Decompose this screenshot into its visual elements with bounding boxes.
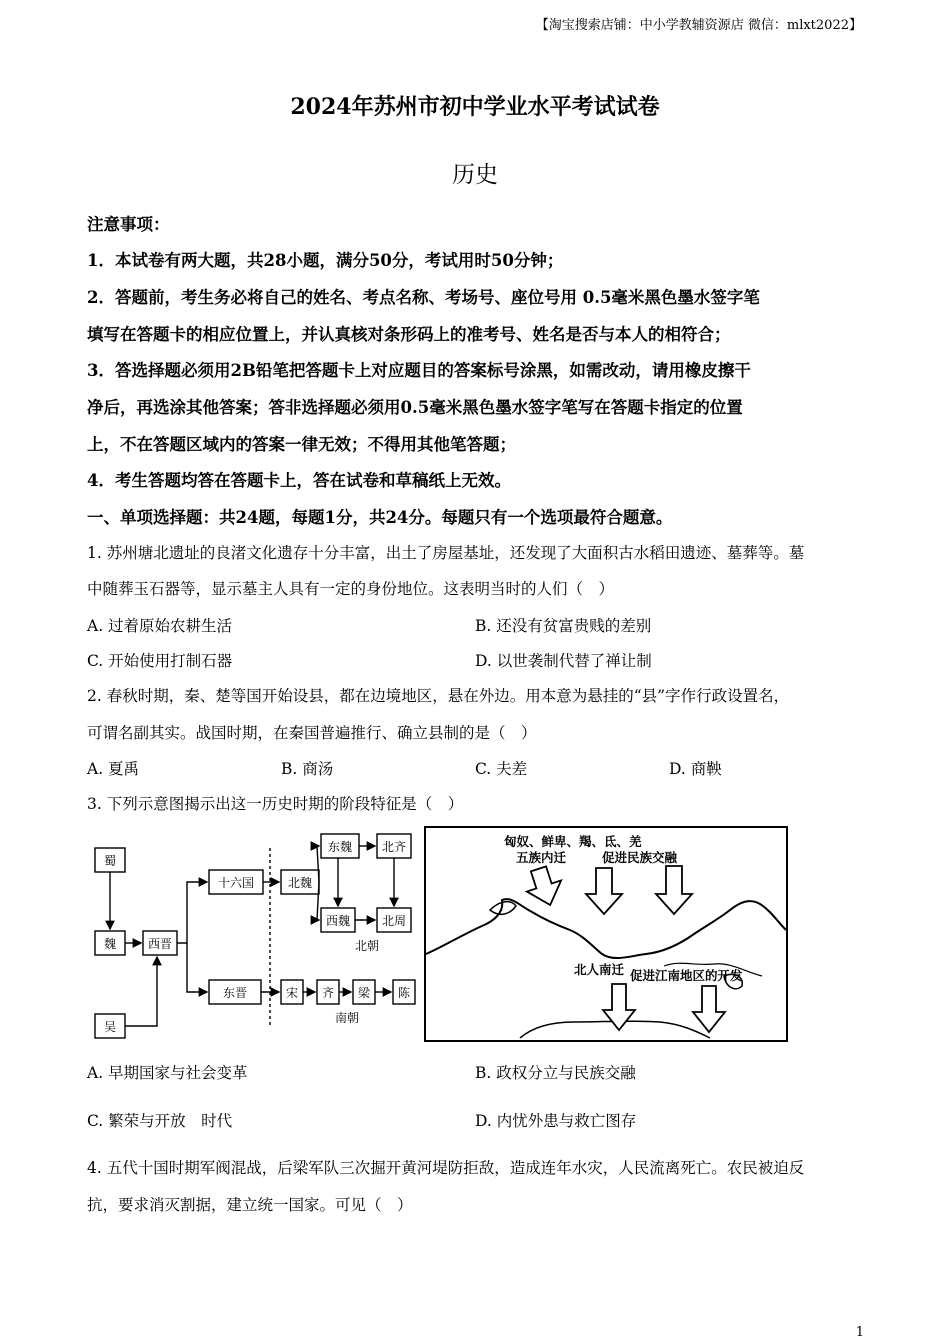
q3-option-b: B. 政权分立与民族交融 <box>475 1064 636 1082</box>
q3-option-c: C. 繁荣与开放 时代 <box>87 1112 233 1130</box>
map-label-tribes: 匈奴、鲜卑、羯、氐、羌 <box>504 834 642 849</box>
label-beichao: 北朝 <box>354 939 380 953</box>
q3-option-a: A. 早期国家与社会变革 <box>87 1064 248 1082</box>
page-number: 1 <box>855 1325 864 1340</box>
node-dongjin: 东晋 <box>222 986 248 1000</box>
q1-option-a: A. 过着原始农耕生活 <box>87 617 233 635</box>
notice-line: 1．本试卷有两大题，共28小题，满分50分，考试用时50分钟； <box>87 251 564 270</box>
node-song: 宋 <box>285 986 299 1000</box>
q3-dynasty-diagram <box>87 826 427 1046</box>
node-shu: 蜀 <box>103 854 117 868</box>
map-label-migration: 五族内迁 <box>516 850 567 865</box>
q1-option-b: B. 还没有贫富贵贱的差别 <box>475 617 652 635</box>
label-nanchao: 南朝 <box>334 1011 360 1025</box>
map-label-fusion: 促进民族交融 <box>602 850 678 865</box>
notice-line: 上，不在答题区域内的答案一律无效；不得用其他笔答题； <box>87 435 516 454</box>
node-xijin: 西晋 <box>147 937 173 951</box>
node-wei: 魏 <box>103 937 117 951</box>
q2-stem: 可谓名副其实。战国时期，在秦国普遍推行、确立县制的是（ ） <box>87 724 537 742</box>
node-shiliuguo: 十六国 <box>217 876 255 890</box>
exam-subject: 历史 <box>452 162 498 188</box>
node-dongwei: 东魏 <box>327 840 353 854</box>
notice-line: 2．答题前，考生务必将自己的姓名、考点名称、考场号、座位号用 0.5毫米黑色墨水签字笔 <box>87 288 760 307</box>
q2-stem: 2. 春秋时期，秦、楚等国开始设县，都在边境地区，悬在外边。用本意为悬挂的“县”字作行政设置名， <box>87 687 790 705</box>
node-wu: 吴 <box>103 1020 117 1034</box>
notice-line: 填写在答题卡的相应位置上，并认真核对条形码上的准考号、姓名是否与本人的相符合； <box>87 325 731 344</box>
q2-option-d: D. 商鞅 <box>669 760 722 778</box>
q2-option-c: C. 夫差 <box>475 760 528 778</box>
node-beizhou: 北周 <box>381 914 407 928</box>
page-header: 【淘宝搜索店铺：中小学教辅资源店 微信：mlxt2022】 <box>535 18 862 33</box>
map-label-south-migration: 北人南迁 <box>574 962 625 977</box>
q1-stem: 1. 苏州塘北遗址的良渚文化遗存十分丰富，出土了房屋基址，还发现了大面积古水稻田遗迹、墓葬等。墓 <box>87 544 805 562</box>
node-beiwei: 北魏 <box>287 876 313 890</box>
q1-option-d: D. 以世袭制代替了禅让制 <box>475 652 652 670</box>
q3-stem: 3. 下列示意图揭示出这一历史时期的阶段特征是（ ） <box>87 795 464 813</box>
q1-option-c: C. 开始使用打制石器 <box>87 652 233 670</box>
exam-title: 2024年苏州市初中学业水平考试试卷 <box>290 94 660 120</box>
node-beiqi: 北齐 <box>381 840 407 854</box>
q1-stem: 中随葬玉石器等，显示墓主人具有一定的身份地位。这表明当时的人们（ ） <box>87 580 615 598</box>
q3-option-d: D. 内忧外患与救亡图存 <box>475 1112 637 1130</box>
node-liang: 梁 <box>357 986 371 1000</box>
node-chen: 陈 <box>397 986 411 1000</box>
q4-stem: 4. 五代十国时期军阀混战，后梁军队三次掘开黄河堤防拒敌，造成连年水灾，人民流离死亡。农民被迫反 <box>87 1159 805 1177</box>
q2-option-b: B. 商汤 <box>281 760 334 778</box>
map-label-jiangnan: 促进江南地区的开发 <box>630 968 743 983</box>
q3-migration-map <box>424 826 788 1044</box>
q2-option-a: A. 夏禹 <box>87 760 140 778</box>
node-qi: 齐 <box>321 986 335 1000</box>
notice-line: 净后，再选涂其他答案；答非选择题必须用0.5毫米黑色墨水签字笔写在答题卡指定的位置 <box>87 398 743 417</box>
notice-line: 4．考生答题均答在答题卡上，答在试卷和草稿纸上无效。 <box>87 471 511 490</box>
section-heading: 一、单项选择题：共24题，每题1分，共24分。每题只有一个选项最符合题意。 <box>87 508 673 527</box>
notice-line: 3．答选择题必须用2B铅笔把答题卡上对应题目的答案标号涂黑，如需改动，请用橡皮擦干 <box>87 361 751 380</box>
node-xiwei: 西魏 <box>325 914 351 928</box>
notice-heading: 注意事项： <box>87 215 170 234</box>
q4-stem: 抗，要求消灭割据，建立统一国家。可见（ ） <box>87 1196 413 1214</box>
